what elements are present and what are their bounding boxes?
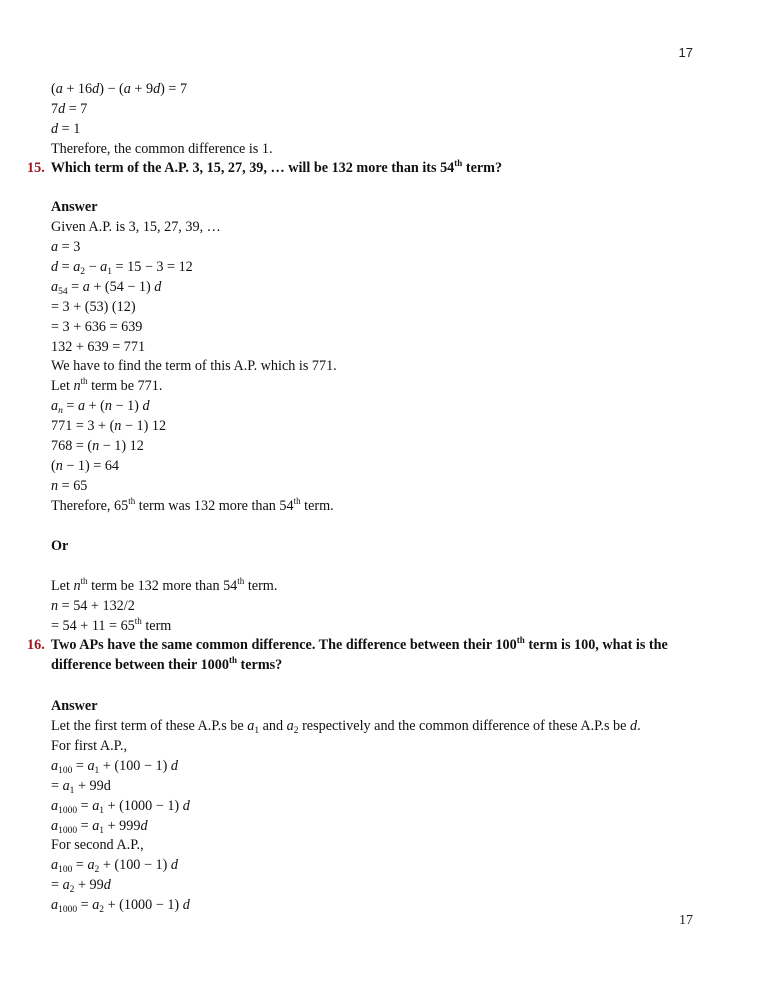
answer-line: Given A.P. is 3, 15, 27, 39, …: [51, 219, 221, 235]
alt-answer-line: = 54 + 11 = 65th term: [51, 616, 172, 634]
answer-line: 132 + 639 = 771: [51, 339, 146, 355]
answer-line: 768 = (n − 1) 12: [51, 438, 144, 454]
answer-line: n = 65: [51, 478, 88, 494]
answer-line: $a_{1000} = a_1 + (1000 - 1)$ d: [51, 798, 190, 816]
page-number-bottom: 17: [679, 913, 693, 928]
answer-line: 771 = 3 + (n − 1) 12: [51, 418, 167, 434]
answer-line: $a_{1000} = a_2 + (1000 - 1)$ d: [51, 897, 190, 915]
conclusion-line: Therefore, the common difference is 1.: [51, 141, 273, 157]
answer-line: Let the first term of these A.P.s be $a_1$ and $a_2$ respectively and the common difference of these A.P.s be d.: [51, 718, 641, 736]
question-16-cont: difference between their 1000th terms?: [51, 655, 283, 673]
equation-line: (a + 16d) − (a + 9d) = 7: [51, 81, 188, 97]
answer-line: For first A.P.,: [51, 738, 128, 754]
answer-line: = $a_2 + 99d$: [51, 877, 111, 895]
answer-line: $d = a_2 - a_1 = 15 - 3 = 12$: [51, 259, 193, 277]
answer-line: = $a_1 + 99d$: [51, 778, 111, 796]
answer-line: Therefore, 65th term was 132 more than 54th term.: [51, 496, 334, 514]
answer-line: $a_n = a + (n - 1)$ d: [51, 398, 150, 416]
question-15: [27, 158, 502, 178]
answer-line: $a_{100} = a_1 + (100 - 1)$ d: [51, 758, 178, 776]
answer-line: $a_{54} = a + (54 - 1)$ d: [51, 279, 162, 297]
question-16: 16. Two APs have the same common difference. The difference between their 100th term is 100, what is the: [27, 635, 668, 653]
answer-line: Let $n^{th}$ term be 771.: [51, 376, 163, 394]
question-text: Which term of the A.P. 3, 15, 27, 39, … will be 132 more than its 54: [50, 160, 455, 176]
answer-line: a = 3: [51, 239, 81, 255]
answer-line: We have to find the term of this A.P. which is 771.: [51, 358, 337, 374]
question-number: 16.: [27, 637, 45, 653]
answer-line: $a_{100} = a_2 + (100 - 1)$ d: [51, 857, 178, 875]
alt-answer-line: Let $n^{th}$ term be 132 more than 54th term.: [51, 576, 278, 594]
answer-line: (n − 1) = 64: [51, 458, 120, 474]
answer-heading: Answer: [51, 698, 98, 714]
answer-heading: Answer: [51, 199, 98, 215]
question-text-end: term?: [462, 160, 503, 176]
alt-answer-line: n = 54 + 132/2: [51, 598, 135, 614]
ordinal-suffix: th: [454, 158, 463, 168]
or-heading: Or: [51, 538, 69, 554]
answer-line: = 3 + 636 = 639: [51, 319, 143, 335]
question-number: 15.: [27, 160, 45, 176]
page-number-top: 17: [678, 45, 693, 60]
answer-line: = 3 + (53) (12): [51, 299, 136, 315]
equation-line: 7d = 7: [51, 101, 88, 117]
answer-line: $a_{1000} = a_1 + 999d$: [51, 818, 148, 836]
answer-line: For second A.P.,: [51, 837, 144, 853]
equation-line: d = 1: [51, 121, 81, 137]
